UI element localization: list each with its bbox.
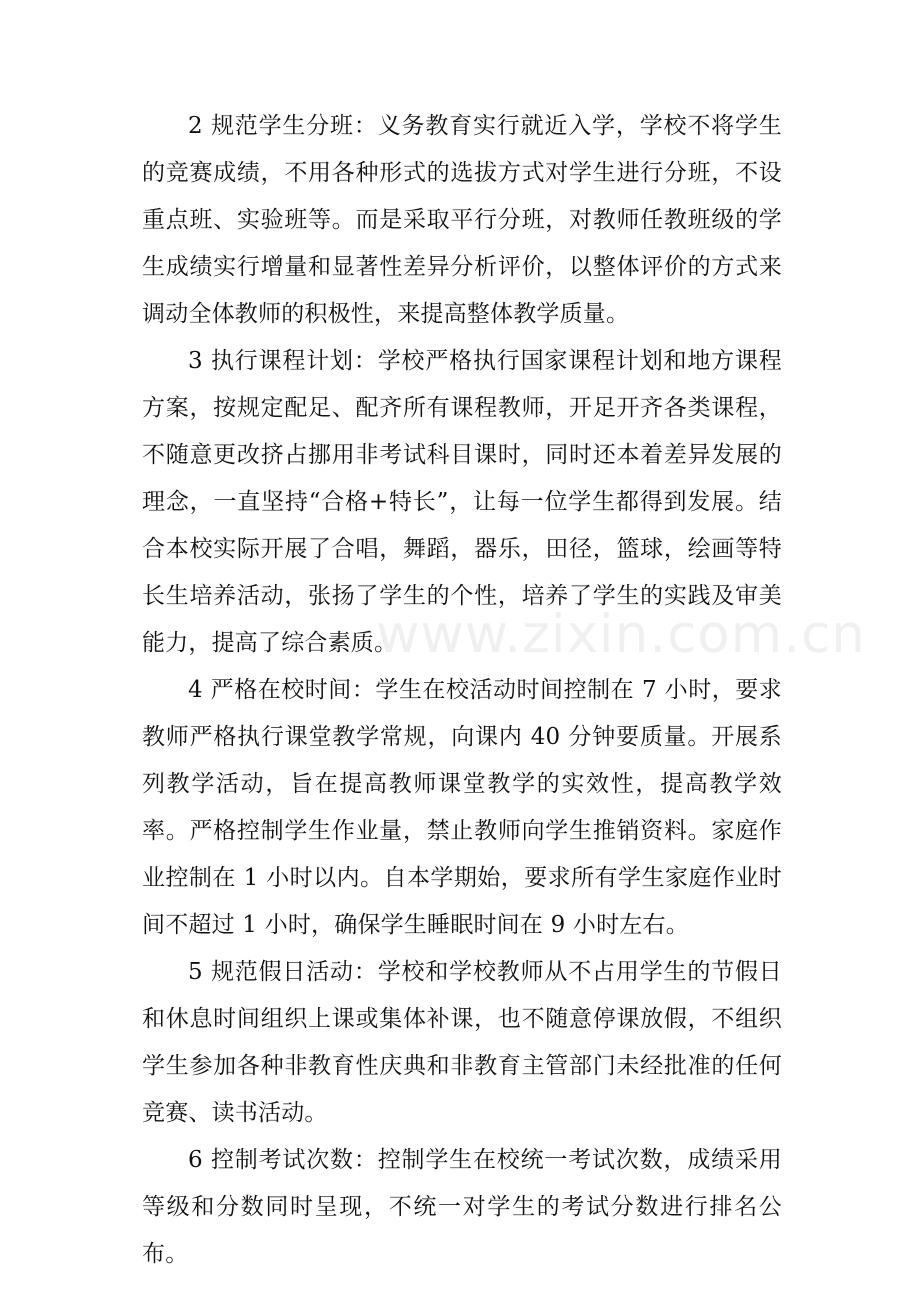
paragraph-exam-count: 6 控制考试次数：控制学生在校统一考试次数，成绩采用等级和分数同时呈现，不统一对学生的考试分数进行排名公布。 (142, 1147, 782, 1267)
paragraph-curriculum-plan: 3 执行课程计划：学校严格执行国家课程计划和地方课程方案，按规定配足、配齐所有课程教师，开足开齐各类课程，不随意更改挤占挪用非考试科目课时，同时还本着差异发展的理念，一直坚持“合格+特长”，让每一位学生都得到发展。结合本校实际开展了合唱，舞蹈，器乐，田径，篮球，绘画等特长生培养活动，张扬了学生的个性，培养了学生的实践及审美能力，提高了综合素质。 (142, 348, 782, 656)
paragraph-holiday-activities: 5 规范假日活动：学校和学校教师从不占用学生的节假日和休息时间组织上课或集体补课，也不随意停课放假，不组织学生参加各种非教育性庆典和非教育主管部门未经批准的任何竞赛、读书活动。 (142, 959, 782, 1126)
watermark: www.zixin.com.cn (376, 604, 866, 665)
paragraph-school-time: 4 严格在校时间：学生在校活动时间控制在 7 小时，要求教师严格执行课堂教学常规，向课内 40 分钟要质量。开展系列教学活动，旨在提高教师课堂教学的实效性，提高教学效率。严格控制学生作业量，禁止教师向学生推销资料。家庭作业控制在 1 小时以内。自本学期始，要求所有学生家庭作业时间不超过 1 小时，确保学生睡眠时间在 9 小时左右。 (142, 677, 782, 938)
document-body (142, 103, 782, 1278)
paragraph-student-grouping: 2 规范学生分班：义务教育实行就近入学，学校不将学生的竞赛成绩，不用各种形式的选拔方式对学生进行分班，不设重点班、实验班等。而是采取平行分班，对教师任教班级的学生成绩实行增量和显著性差异分析评价，以整体评价的方式来调动全体教师的积极性，来提高整体教学质量。 (142, 113, 782, 327)
